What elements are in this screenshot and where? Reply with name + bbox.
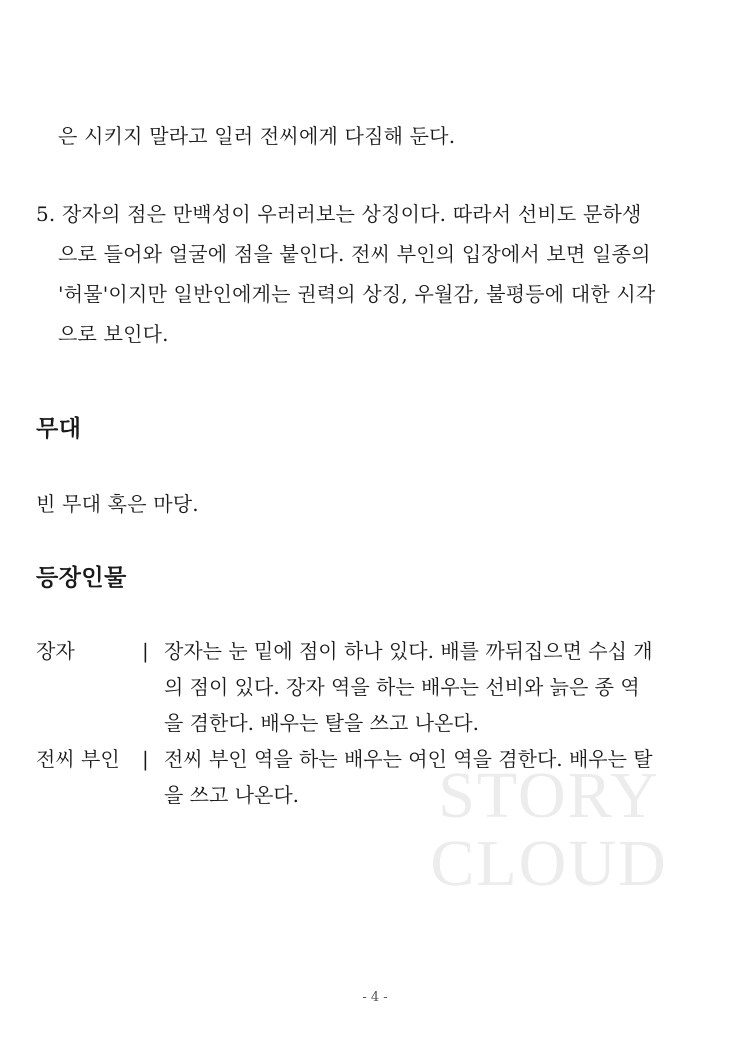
character-row-jangja bbox=[36, 633, 726, 741]
description-line: 전씨 부인 역을 하는 배우는 여인 역을 겸한다. 배우는 탈 bbox=[164, 747, 653, 771]
story-cloud-watermark bbox=[404, 759, 694, 900]
character-name: 전씨 부인 bbox=[36, 747, 120, 771]
page-number: - 4 - bbox=[362, 990, 388, 1005]
separator: | bbox=[142, 639, 149, 663]
separator: | bbox=[142, 747, 149, 771]
description-line: 의 점이 있다. 장자 역을 하는 배우는 선비와 늙은 종 역 bbox=[164, 675, 640, 699]
watermark-line-1: STORY bbox=[438, 759, 660, 832]
stage-heading: 무대 bbox=[36, 416, 82, 442]
continuation-text: 은 시키지 말라고 일러 전씨에게 다짐해 둔다. bbox=[58, 124, 456, 148]
watermark-line-2: CLOUD bbox=[430, 827, 668, 900]
character-name: 장자 bbox=[36, 639, 75, 663]
note-5-line-4: 으로 보인다. bbox=[58, 322, 169, 346]
note-5-line-1: 5. 장자의 점은 만백성이 우러러보는 상징이다. 따라서 선비도 문하생 bbox=[36, 202, 642, 226]
character-description bbox=[164, 633, 726, 741]
note-5-line-3: '허물'이지만 일반인에게는 권력의 상징, 우월감, 불평등에 대한 시각 bbox=[58, 282, 656, 306]
description-line: 을 쓰고 나온다. bbox=[164, 783, 299, 807]
note-5-line-2: 으로 들어와 얼굴에 점을 붙인다. 전씨 부인의 입장에서 보면 일종의 bbox=[58, 242, 651, 266]
characters-heading: 등장인물 bbox=[36, 565, 127, 591]
stage-description: 빈 무대 혹은 마당. bbox=[36, 492, 199, 516]
note-5 bbox=[36, 194, 716, 354]
description-line: 장자는 눈 밑에 점이 하나 있다. 배를 까뒤집으면 수십 개 bbox=[164, 639, 653, 663]
description-line: 을 겸한다. 배우는 탈을 쓰고 나온다. bbox=[164, 711, 479, 735]
